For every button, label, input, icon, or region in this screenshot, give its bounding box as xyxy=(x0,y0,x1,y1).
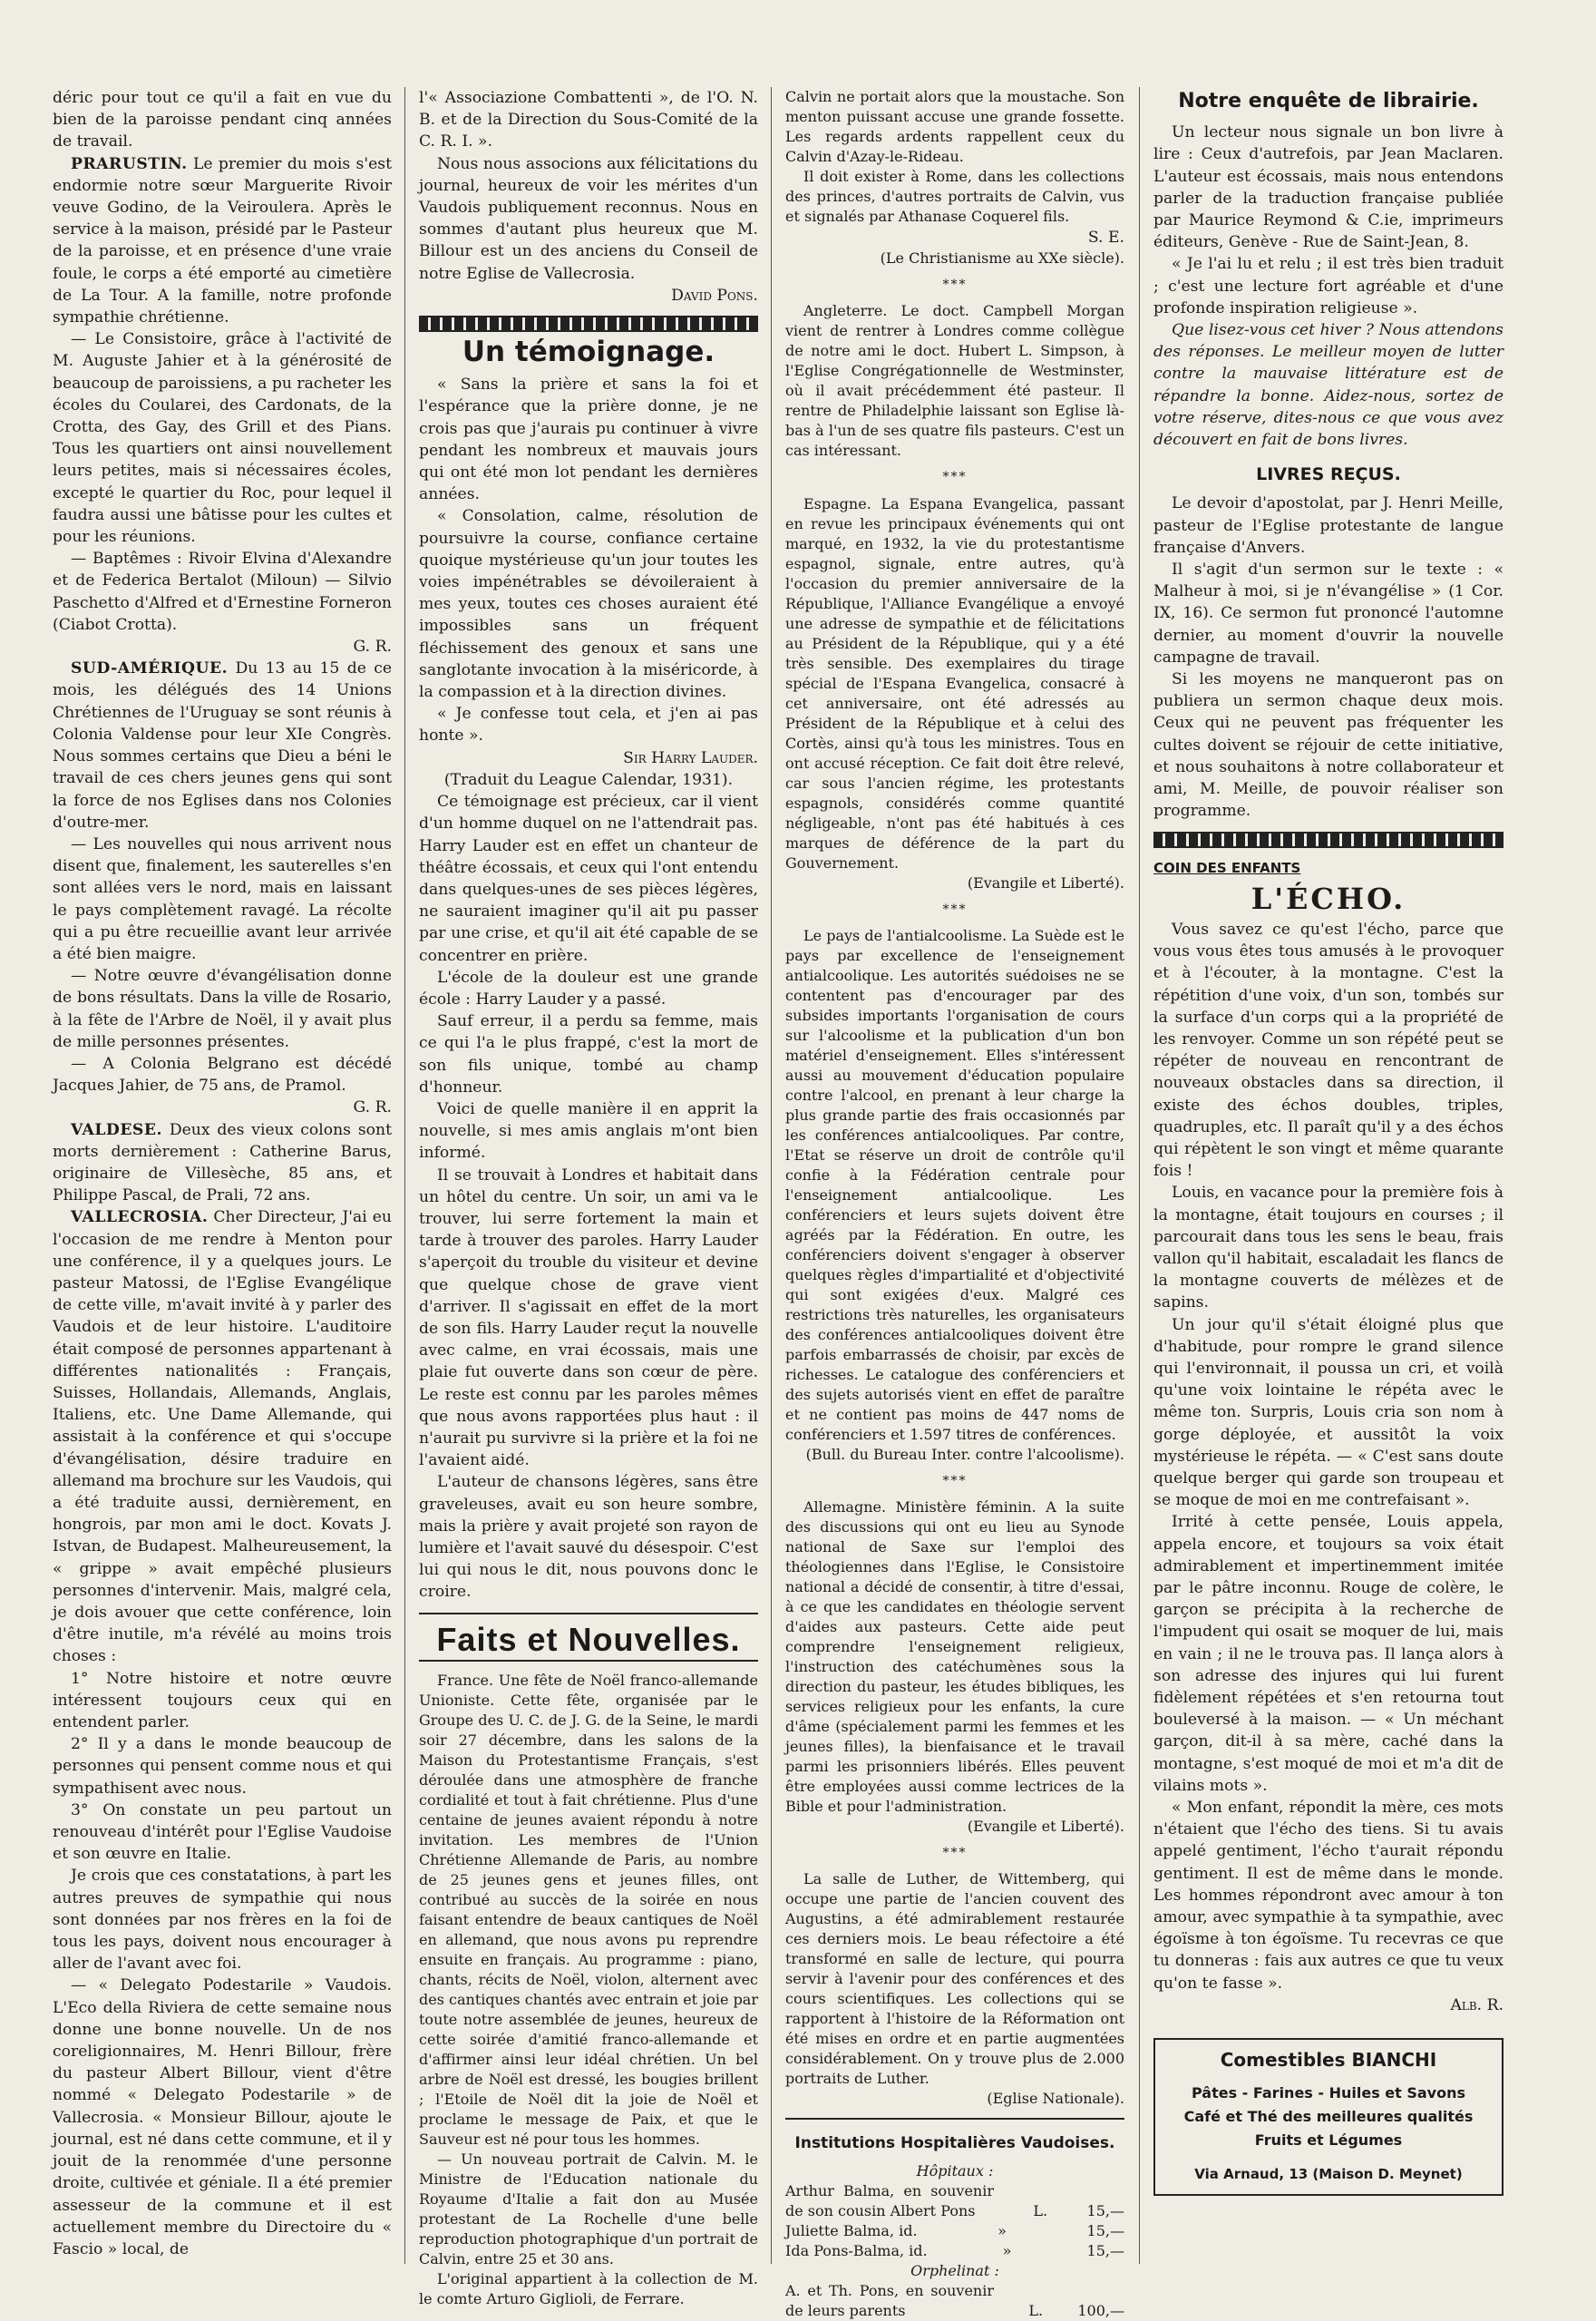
signature: S. E. xyxy=(1087,229,1124,247)
separator-stars: *** xyxy=(942,902,968,917)
divider xyxy=(419,1660,758,1662)
paragraph: Voici de quelle manière il en apprit la nouvelle, si mes amis anglais m'ont bien informé. xyxy=(419,1099,758,1163)
paragraph: Allemagne. Ministère féminin. A la suite des discussions qui ont eu lieu au Synode national de Saxe sur l'emploi des théologiennes dans l'Eglise, le Consistoire national a décidé de consentir, à titre d'essai, à ce que les candidates en théologie servent d'aides aux pasteurs. Cette aide peut comprendre l'enseignement religieux, l'instruction des catéchumènes sous la direction du pasteur, les études bibliques, les services religieux pour les enfants, la cure d'âme (spécialement parmi les femmes et les jeunes filles), la bienfaisance et le travail parmi les prisonniers libérés. Elles peuvent être employées aussi comme lectrices de la Bible et pour l'administration. xyxy=(785,1498,1124,1816)
divider xyxy=(419,1613,758,1614)
paragraph: 3° On constate un peu partout un renouveau d'intérêt pour l'Eglise Vaudoise et son œuvre en Italie. xyxy=(53,1800,392,1864)
paragraph xyxy=(53,658,392,834)
signature: Sir Harry Lauder. xyxy=(623,748,758,767)
ad-line: Fruits et Légumes xyxy=(1254,2131,1403,2150)
source-note: (Bull. du Bureau Inter. contre l'alcoolisme). xyxy=(805,1445,1124,1463)
source-note: (Eglise Nationale). xyxy=(987,2090,1124,2108)
paragraph: 1° Notre histoire et notre œuvre intéressent toujours ceux qui en entendent parler. xyxy=(53,1669,392,1732)
paragraph: Irrité à cette pensée, Louis appela, appela encore, et toujours sa voix était admirablement et impertinemment imitée par le pâtre inconnu. Rouge de colère, le garçon se précipita à la recherche de l'impudent qui osait se moquer de lui, mais en vain ; il ne le trouva pas. Il lança alors à son adresse des injures qui lui furent fidèlement répétées et s'en retourna tout bouleversé à la maison. — « Un méchant garçon, dit-il à sa mère, caché dans la montagne, s'est moqué de moi et m'a dit de vilains mots ». xyxy=(1153,1513,1504,1795)
ad-title: Comestibles BIANCHI xyxy=(1220,2049,1437,2072)
paragraph: Il doit exister à Rome, dans les collections des princes, d'autres portraits de Calvin, vus et signalés par Athanase Coquerel fils. xyxy=(785,168,1124,225)
text: Du 13 au 15 de ce mois, les délégués des 14 Unions Chrétiennes de l'Uruguay se sont réunis à Colonia Valdense pour leur XIe Congrès. Nous sommes certains que Dieu a béni le travail de ces chers jeunes gens qui sont la force de nos Eglises dans nos Colonies d'outre-mer. xyxy=(53,659,392,832)
donor-name: A. et Th. Pons, en souvenir de leurs parents xyxy=(785,2282,994,2320)
donation-currency: » xyxy=(998,2222,1007,2240)
donation-list-hopitaux xyxy=(785,2181,1124,2261)
heading-faits-et-nouvelles: Faits et Nouvelles. xyxy=(436,1620,741,1658)
source-note: (Evangile et Liberté). xyxy=(967,873,1124,892)
paragraph: « Je confesse tout cela, et j'en ai pas honte ». xyxy=(419,705,758,746)
separator-stars: *** xyxy=(942,470,968,485)
paragraph: — Les nouvelles qui nous arrivent nous disent que, finalement, les sauterelles s'en sont allées vers le nord, mais en laissant le pays complètement ravagé. La récolte qui a pu être recueillie avant leur arrivée a été bien maigre. xyxy=(53,834,392,963)
column-rule xyxy=(771,87,772,2264)
paragraph: « Je l'ai lu et relu ; il est très bien traduit ; c'est une lecture fort agréable et d'une profonde inspiration religieuse ». xyxy=(1153,255,1504,317)
section-lead-sud-amerique: SUD-AMÉRIQUE. xyxy=(71,659,229,678)
paragraph: Il se trouvait à Londres et habitait dans un hôtel du centre. Un soir, un ami va le trouver, lui serre fortement la main et tarde à trouver des paroles. Harry Lauder s'aperçoit du trouble du visiteur et devine que quelque chose de grave vient d'arriver. Il s'agissait en effet de la mort de son fils. Harry Lauder reçut la nouvelle avec calme, en vrai écossais, mais une plaie fut ouverte dans son cœur de père. Le reste est connu par les paroles mêmes que nous avons rapportées plus haut : il n'aurait pu survivre si la prière et la foi ne l'avaient aidé. xyxy=(419,1165,758,1470)
donation-currency: L. xyxy=(1028,2302,1044,2320)
paragraph: l'« Associazione Combattenti », de l'O. N. B. et de la Direction du Sous-Comité de la C. R. I. ». xyxy=(419,89,758,151)
paragraph: « Mon enfant, répondit la mère, ces mots n'étaient que l'écho des tiens. Si tu avais appelé gentiment, l'écho t'aurait répondu gentiment. Il est de même dans le monde. Les hommes répondront avec amour à ton amour, avec sympathie à ta sympathie, avec égoïsme à ton égoïsme. Tu recevras ce que tu donneras : fais aux autres ce que tu veux qu'on te fasse ». xyxy=(1153,1799,1504,1993)
text: Deux des vieux colons sont morts dernièrement : Catherine Barus, originaire de Villesèche, 85 ans, et Philippe Pascal, de Prali, 72 ans. xyxy=(53,1120,392,1205)
donor-name: Ida Pons-Balma, id. xyxy=(785,2242,928,2260)
heading-temoignage: Un témoignage. xyxy=(462,336,715,369)
paragraph: Un jour qu'il s'était éloigné plus que d'habitude, pour rompre le grand silence qui l'environnait, il poussa un cri, et voilà qu'une voix lointaine le répéta avec le même ton. Surpris, Louis cria son nom à gorge déployée, et aussitôt la voix mystérieuse le répéta. — « C'est sans doute quelque berger qui garde son troupeau et se moque de moi en me contrefaisant ». xyxy=(1153,1315,1504,1510)
paragraph: — Le Consistoire, grâce à l'activité de M. Auguste Jahier et à la générosité de beaucoup de paroissiens, a pu racheter les écoles du Coularei, des Cardonats, de la Crotta, des Gay, des Grill et des Pians. Tous les quartiers ont ainsi nouvellement leurs petites, mais si nécessaires écoles, excepté le quartier du Roc, pour lequel il faudra aussi une bâtisse pour les cultes et pour les réunions. xyxy=(53,330,392,547)
donation-row xyxy=(785,2221,1124,2241)
donation-row xyxy=(785,2181,1124,2221)
donor-name: Arthur Balma, en souvenir de son cousin Albert Pons xyxy=(785,2182,994,2220)
paragraph: — Un nouveau portrait de Calvin. M. le Ministre de l'Education nationale du Royaume d'Italie a fait don au Musée protestant de La Rochelle d'une belle reproduction photographique d'un portrait de Calvin, entre 25 et 30 ans. xyxy=(419,2150,758,2267)
heading-coin-des-enfants: COIN DES ENFANTS xyxy=(1153,859,1301,876)
column-3 xyxy=(785,87,1124,2320)
donation-row xyxy=(785,2281,1124,2321)
divider xyxy=(785,2118,1124,2120)
heading-livres-recus: LIVRES REÇUS. xyxy=(1256,464,1401,485)
source-note: (Traduit du League Calendar, 1931). xyxy=(443,770,734,789)
paragraph: Angleterre. Le doct. Campbell Morgan vient de rentrer à Londres comme collègue de notre ami le doct. Hubert L. Simpson, à l'Eglise Congrégationnelle de Westminster, où il avait précédemment été pasteur. Il rentre de Philadelphie laissant son Eglise là-bas à l'un de ses quatre fils pasteurs. C'est un cas intéressant. xyxy=(785,302,1124,460)
column-rule xyxy=(404,87,405,2264)
ad-line: Café et Thé des meilleures qualités xyxy=(1183,2108,1474,2126)
paragraph: Il s'agit d'un sermon sur le texte : « Malheur à moi, si je n'évangélise » (1 Cor. IX, 16). Ce sermon fut prononcé l'automne dernier, au moment d'ouvrir la nouvelle campagne de travail. xyxy=(1153,561,1504,667)
advertisement-box xyxy=(1153,2038,1504,2196)
paragraph: L'auteur de chansons légères, sans être graveleuses, avait eu son heure sombre, mais la prière y avait projeté son rayon de lumière et l'avait sauvé du désespoir. C'est lui qui nous le dit, nous pouvons donc le croire. xyxy=(419,1473,758,1602)
paragraph: « Consolation, calme, résolution de poursuivre la course, confiance certaine quoique mystérieuse qu'un jour toutes les voies impénétrables se dévoileraient à mes yeux, toutes ces choses auraient été impossibles sans un fréquent fléchissement des genoux et sans une sanglotante invocation à la miséricorde, à la compassion et à la direction divines. xyxy=(419,507,758,702)
signature: G. R. xyxy=(353,1098,392,1117)
paragraph: — « Delegato Podestarile » Vaudois. L'Eco della Riviera de cette semaine nous donne une bonne nouvelle. Un de nos coreligionnaires, M. Henri Billour, frère du pasteur Albert Billour, vient d'être nommé « Delegato Podestarile » de Vallecrosia. « Monsieur Billour, ajoute le journal, est né dans cette commune, et il y jouit de la renommée d'une personne droite, cultivée et géniale. Il a été premier assesseur de la commune et il est actuellement membre du Directoire du « Fascio » local, de xyxy=(53,1976,392,2258)
donation-amount: 15,— xyxy=(1086,2222,1124,2240)
paragraph: Espagne. La Espana Evangelica, passant en revue les principaux événements qui ont marqué, en 1932, la vie du protestantisme espagnol, signale, entre autres, qu'à l'occasion du premier anniversaire de la République, l'Alliance Evangélique a envoyé une adresse de sympathie et de félicitations au Président de la République, qui y a été très sensible. Des exemplaires du tirage spécial de l'Espana Evangelica, consacré à cet anniversaire, ont été adressés au Président de la République et à celui des Cortès, ainsi qu'à tous les ministres. Tous en ont accusé réception. Ce fait doit être relevé, car sous l'ancien régime, les protestants espagnols, considérés comme quantité négligeable, n'ont pas été habitués à ces marques de déférence de la part du Gouvernement. xyxy=(785,494,1124,872)
heading-institutions: Institutions Hospitalières Vaudoises. xyxy=(794,2134,1115,2153)
paragraph: Que lisez-vous cet hiver ? Nous attendons des réponses. Le meilleur moyen de lutter contre la mauvaise littérature est de répandre la bonne. Aidez-nous, sortez de votre réserve, dites-nous ce que vous avez découvert en fait de bons livres. xyxy=(1153,321,1504,450)
donor-name: Juliette Balma, id. xyxy=(785,2222,918,2240)
paragraph: Calvin ne portait alors que la moustache. Son menton puissant accuse une grande fossette. Les regards ardents rappellent ceux du Calvin d'Azay-le-Rideau. xyxy=(785,88,1124,165)
separator-stars: *** xyxy=(942,1846,968,1861)
paragraph: Sauf erreur, il a perdu sa femme, mais ce qui l'a le plus frappé, c'est la mort de son fils unique, tombé au champ d'honneur. xyxy=(419,1012,758,1097)
donation-amount: 15,— xyxy=(1086,2202,1124,2220)
paragraph: France. Une fête de Noël franco-allemande Unioniste. Cette fête, organisée par le Groupe des U. C. de J. G. de la Seine, le mardi soir 27 décembre, dans les salons de la Maison du Protestantisme Français, s'est déroulée dans une atmosphère de franche cordialité et tout à fait chrétienne. Plus d'une centaine de jeunes avaient répondu à notre invitation. Les membres de l'Union Chrétienne Allemande de Paris, au nombre de 25 jeunes gens et jeunes filles, ont contribué au succès de la soirée en nous faisant entendre de beaux cantiques de Noël en allemand, que nous avons pu reprendre ensuite en français. Au programme : piano, chants, récits de Noël, violon, alternent avec des cantiques chantés avec entrain et joie par toute notre assemblée de jeunes, heureux de cette soirée d'amitié franco-allemande et d'affirmer ainsi leur idéal chrétien. Un bel arbre de Noël est dressé, les bougies brillent ; l'Etoile de Noël dit la joie de Noël et proclame le message de Paix, et que le Sauveur est né pour tous les hommes. xyxy=(419,1671,758,2148)
paragraph xyxy=(53,153,392,329)
ad-address: Via Arnaud, 13 (Maison D. Meynet) xyxy=(1194,2166,1463,2183)
paragraph: « Sans la prière et sans la foi et l'espérance que la prière donne, je ne crois pas que j'aurais pu continuer à vivre pendant les nombreux et mauvais jours qui ont été mon lot pendant les dernières années. xyxy=(419,375,758,504)
subheading-hopitaux: Hôpitaux : xyxy=(916,2162,994,2180)
section-lead-vallecrosia: VALLECROSIA. xyxy=(71,1208,209,1227)
paragraph: Louis, en vacance pour la première fois à la montagne, était toujours en courses ; il parcourait dans tous les sens le beau, frais vallon qu'il habitait, escaladait les flancs de la montagne couverts de mélèzes et de sapins. xyxy=(1153,1184,1504,1312)
donation-row xyxy=(785,2241,1124,2261)
separator-stars: *** xyxy=(942,278,968,293)
paragraph: La salle de Luther, de Wittemberg, qui occupe une partie de l'ancien couvent des Augustins, a été admirablement restaurée ces derniers mois. Le beau réfectoire a été transformé en salle de lecture, qui pourra servir à l'avenir pour des conférences et des cours scientifiques. Les collections qui se rapportent à l'histoire de la Réformation ont été mises en ordre et en partie augmentées considérablement. On y trouve plus de 2.000 portraits de Luther. xyxy=(785,1870,1124,2088)
paragraph: Si les moyens ne manqueront pas on publiera un sermon chaque deux mois. Ceux qui ne peuvent pas fréquenter les cultes doivent se réjouir de cette initiative, et nous souhaitons à notre collaborateur et ami, M. Meille, de pouvoir réaliser son programme. xyxy=(1153,670,1504,821)
paragraph: déric pour tout ce qu'il a fait en vue du bien de la paroisse pendant cinq années de travail. xyxy=(53,89,392,151)
donation-amount: 15,— xyxy=(1086,2242,1124,2260)
paragraph: 2° Il y a dans le monde beaucoup de personnes qui pensent comme nous et qui sympathisent avec nous. xyxy=(53,1735,392,1798)
heading-echo: L'ÉCHO. xyxy=(1251,881,1406,916)
text: Cher Directeur, J'ai eu l'occasion de me rendre à Menton pour une conférence, il y a quelques jours. Le pasteur Matossi, de l'Eglise Evangélique de cette ville, m'avait invité à y parler des Vaudois et de leur histoire. L'auditoire était composé de personnes appartenant à différentes nationalités : Français, Suisses, Hollandais, Allemands, Anglais, Italiens, etc. Une Dame Allemande, qui assistait à la conférence et qui s'occupe d'évangélisation, désire traduire en allemand ma brochure sur les Vaudois, qui a été traduite aussi, dernièrement, en hongrois, par mon ami le doct. Kovats J. Istvan, de Budapest. Malheureusement, la « grippe » avait empêché plusieurs personnes d'intervenir. Mais, malgré cela, je dois avouer que cette conférence, loin d'être inutile, m'a révélé au moins trois choses : xyxy=(53,1208,392,1666)
column-4 xyxy=(1153,87,1504,2264)
ornamental-divider xyxy=(419,316,758,332)
ad-line: Pâtes - Farines - Huiles et Savons xyxy=(1191,2084,1466,2102)
paragraph: Vous savez ce qu'est l'écho, parce que vous vous êtes tous amusés à le provoquer et à l'écouter, à la montagne. C'est la répétition d'une voix, d'un son, tombés sur la surface d'un corps qui a la propriété de les renvoyer. Comme un son répété peut se répéter de nouveau en rencontrant de nouveaux obstacles dans sa direction, il existe des échos doubles, triples, quadruples, etc. Il paraît qu'il y a des échos qui répètent le son vingt et même quarante fois ! xyxy=(1153,920,1504,1181)
donation-list-orphelinat xyxy=(785,2281,1124,2321)
text: Le premier du mois s'est endormie notre sœur Marguerite Rivoir veuve Godino, de la Veiroulera. Après le service à la maison, présidé par le Pasteur de la paroisse, et en présence d'une vraie foule, le corps a été emporté au cimetière de La Tour. A la famille, notre profonde sympathie chrétienne. xyxy=(53,154,392,327)
newspaper-page xyxy=(53,87,1504,2320)
paragraph: L'original appartient à la collection de M. le comte Arturo Giglioli, de Ferrare. xyxy=(419,2269,758,2307)
column-rule xyxy=(1139,87,1140,2264)
paragraph: L'école de la douleur est une grande école : Harry Lauder y a passé. xyxy=(419,968,758,1009)
donation-currency: L. xyxy=(1033,2202,1048,2220)
paragraph: Un lecteur nous signale un bon livre à lire : Ceux d'autrefois, par Jean Maclaren. L'auteur est écossais, mais nous entendons parler de la traduction française publiée par Maurice Reymond & C.ie, imprimeurs éditeurs, Genève - Rue de Saint-Jean, 8. xyxy=(1153,123,1504,252)
source-note: (Le Christianisme au XXe siècle). xyxy=(880,249,1124,268)
donation-amount: 100,— xyxy=(1077,2302,1124,2320)
paragraph: Nous nous associons aux félicitations du journal, heureux de voir les mérites d'un Vaudois publiquement reconnus. Nous en sommes d'autant plus heureux que M. Billour est un des anciens du Conseil de notre Eglise de Vallecrosia. xyxy=(419,154,758,283)
separator-stars: *** xyxy=(942,1473,968,1488)
signature: Alb. R. xyxy=(1450,1995,1504,2014)
signature: G. R. xyxy=(353,638,392,657)
heading-enquete-librairie: Notre enquête de librairie. xyxy=(1178,90,1479,112)
signature: David Pons. xyxy=(671,286,758,305)
paragraph: Je crois que ces constatations, à part les autres preuves de sympathie qui nous sont données par nos frères en la foi de tous les pays, doivent nous encourager à aller de l'avant avec foi. xyxy=(53,1867,392,1974)
subheading-orphelinat: Orphelinat : xyxy=(910,2262,999,2280)
column-1 xyxy=(53,87,392,2264)
section-lead-prarustin: PRARUSTIN. xyxy=(71,154,188,173)
section-lead-valdese: VALDESE. xyxy=(71,1120,162,1139)
donation-currency: » xyxy=(1002,2242,1012,2260)
paragraph: Ce témoignage est précieux, car il vient d'un homme duquel on ne l'attendrait pas. Harry Lauder est en effet un chanteur de théâtre écossais, et ceux qui l'ont entendu dans quelques-unes de ses pièces légères, ne sauraient imaginer qu'il ait pu passer par une crise, et qu'il ait été capable de se concentrer en prière. xyxy=(419,793,758,965)
paragraph: Le pays de l'antialcoolisme. La Suède est le pays par excellence de l'enseignement antialcoolique. Les autorités suédoises ne se contentent pas d'encourager par des subsides importants l'organisation de cours sur l'alcoolisme et la publication d'un bon matériel d'enseignement. Elles s'intéressent aussi au mouvement d'éducation populaire contre l'alcool, en prenant à leur charge la plus grande partie des frais occasionnés par les conférences antialcooliques. Par contre, l'Etat se réserve un droit de contrôle qu'il confie à la Fédération centrale pour l'enseignement antialcoolique. Les conférenciers et leurs sujets doivent être agréés par la Fédération. En outre, les conférenciers doivent s'engager à observer quelques règles d'impartialité et d'objectivité qui sont exigées d'eux. Malgré ces restrictions très naturelles, les organisateurs des conférences antialcooliques doivent être parfois embarrassés de choisir, par excès de richesses. Le catalogue des conférenciers et des sujets autorisés vient en effet de paraître et ne contient pas moins de 447 noms de conférenciers et 1.597 titres de conférences. xyxy=(785,926,1124,1443)
column-2 xyxy=(419,87,758,2307)
paragraph: — Notre œuvre d'évangélisation donne de bons résultats. Dans la ville de Rosario, à la fête de l'Arbre de Noël, il y avait plus de mille personnes présentes. xyxy=(53,967,392,1051)
paragraph xyxy=(53,1119,392,1207)
paragraph xyxy=(53,1206,392,1667)
paragraph: Le devoir d'apostolat, par J. Henri Meille, pasteur de l'Eglise protestante de langue française d'Anvers. xyxy=(1153,494,1504,557)
paragraph: — Baptêmes : Rivoir Elvina d'Alexandre et de Federica Bertalot (Miloun) — Silvio Paschetto d'Alfred et d'Ernestine Forneron (Ciabot Crotta). xyxy=(53,550,392,634)
ornamental-divider xyxy=(1153,832,1504,848)
paragraph: — A Colonia Belgrano est décédé Jacques Jahier, de 75 ans, de Pramol. xyxy=(53,1054,392,1096)
source-note: (Evangile et Liberté). xyxy=(967,1818,1124,1836)
